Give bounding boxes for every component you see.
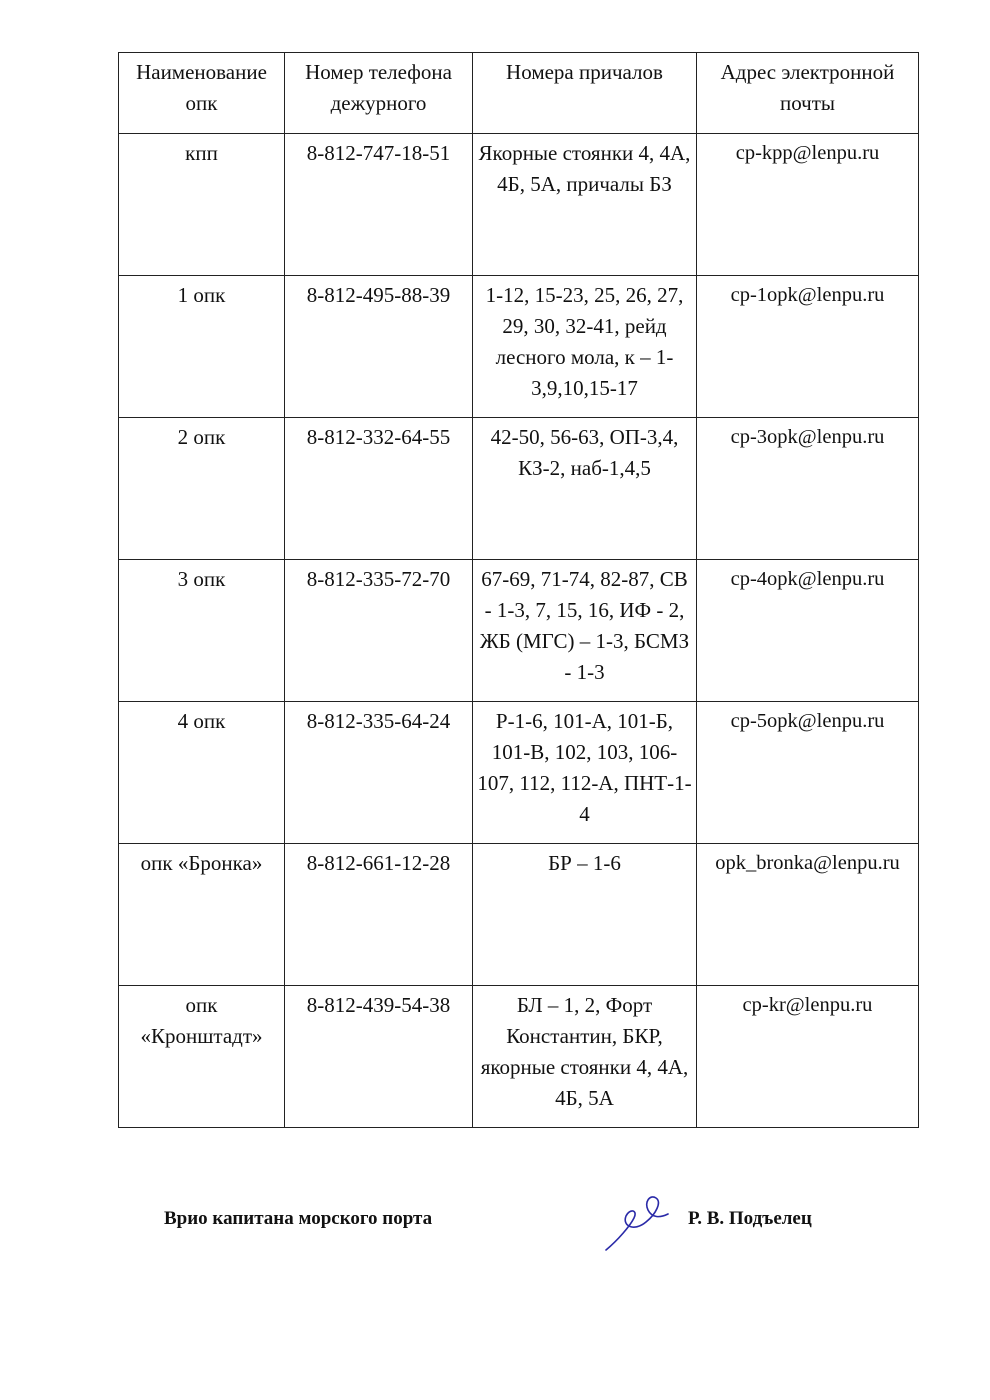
- cell-phone: 8-812-495-88-39: [285, 276, 473, 418]
- cell-name: кпп: [119, 134, 285, 276]
- cell-name: 4 опк: [119, 702, 285, 844]
- cell-email: opk_bronka@lenpu.ru: [697, 844, 919, 986]
- cell-berths: Р-1-6, 101-А, 101-Б, 101-В, 102, 103, 106-107, 112, 112-А, ПНТ-1-4: [473, 702, 697, 844]
- cell-berths: 1-12, 15-23, 25, 26, 27, 29, 30, 32-41, рейд лесного мола, к – 1-3,9,10,15-17: [473, 276, 697, 418]
- signatory-name: Р. В. Подъелец: [688, 1208, 812, 1229]
- cell-phone: 8-812-335-72-70: [285, 560, 473, 702]
- cell-berths: БР – 1-6: [473, 844, 697, 986]
- header-phone: Номер телефона дежурного: [285, 53, 473, 134]
- cell-berths: 42-50, 56-63, ОП-3,4, КЗ-2, наб-1,4,5: [473, 418, 697, 560]
- header-email: Адрес электронной почты: [697, 53, 919, 134]
- table-row: [119, 844, 919, 986]
- header-name: Наименование опк: [119, 53, 285, 134]
- table-row: [119, 276, 919, 418]
- cell-email: cp-3opk@lenpu.ru: [697, 418, 919, 560]
- cell-berths: 67-69, 71-74, 82-87, СВ - 1-3, 7, 15, 16, ИФ - 2, ЖБ (МГС) – 1-3, БСМЗ - 1-3: [473, 560, 697, 702]
- cell-name: 1 опк: [119, 276, 285, 418]
- cell-name: опк «Бронка»: [119, 844, 285, 986]
- cell-name: 2 опк: [119, 418, 285, 560]
- cell-berths: Якорные стоянки 4, 4А, 4Б, 5А, причалы БЗ: [473, 134, 697, 276]
- cell-phone: 8-812-661-12-28: [285, 844, 473, 986]
- cell-name: опк «Кронштадт»: [119, 986, 285, 1128]
- table-row: [119, 986, 919, 1128]
- table-row: [119, 560, 919, 702]
- table-header-row: [119, 53, 919, 134]
- cell-email: cp-kpp@lenpu.ru: [697, 134, 919, 276]
- cell-email: cp-4opk@lenpu.ru: [697, 560, 919, 702]
- cell-phone: 8-812-335-64-24: [285, 702, 473, 844]
- table-row: [119, 702, 919, 844]
- cell-phone: 8-812-439-54-38: [285, 986, 473, 1128]
- table-row: [119, 418, 919, 560]
- table-row: [119, 134, 919, 276]
- handwritten-signature: [600, 1192, 674, 1256]
- cell-email: cp-kr@lenpu.ru: [697, 986, 919, 1128]
- cell-phone: 8-812-332-64-55: [285, 418, 473, 560]
- cell-email: cp-1opk@lenpu.ru: [697, 276, 919, 418]
- cell-berths: БЛ – 1, 2, Форт Константин, БКР, якорные стоянки 4, 4А, 4Б, 5А: [473, 986, 697, 1128]
- signatory-title: Врио капитана морского порта: [164, 1208, 433, 1229]
- cell-name: 3 опк: [119, 560, 285, 702]
- signature-block: [0, 1200, 990, 1260]
- cell-phone: 8-812-747-18-51: [285, 134, 473, 276]
- header-berths: Номера причалов: [473, 53, 697, 134]
- cell-email: cp-5opk@lenpu.ru: [697, 702, 919, 844]
- berths-contact-table: [118, 52, 919, 1128]
